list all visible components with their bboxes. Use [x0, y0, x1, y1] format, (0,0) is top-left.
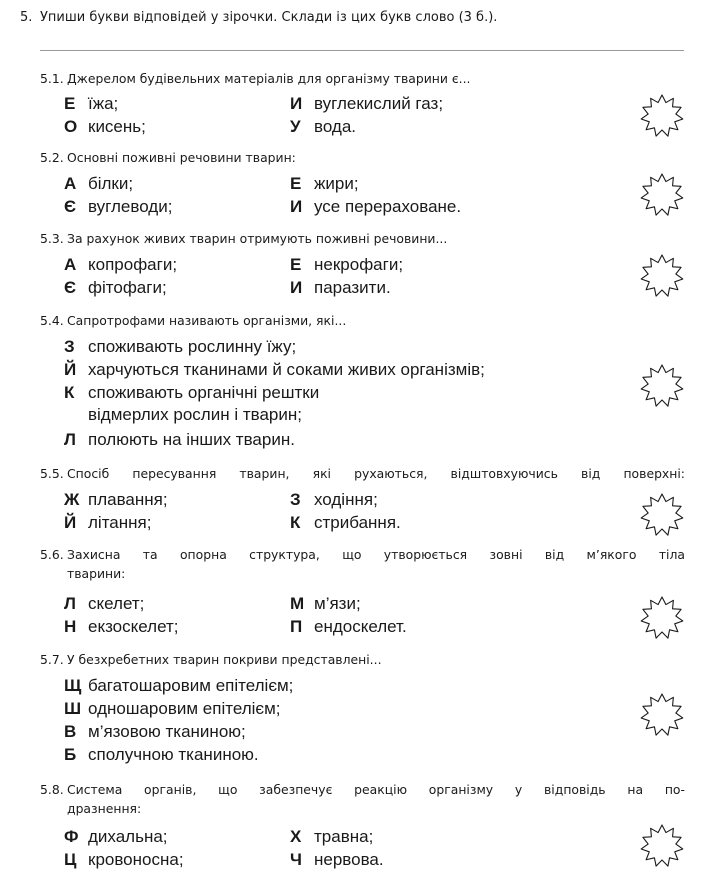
question-5-1 [40, 69, 688, 88]
answer-letter: О [64, 117, 78, 136]
answer-text: некрофаги; [314, 255, 404, 274]
question-5-3 [40, 229, 688, 248]
answer-option [64, 593, 144, 615]
question-text: Система органів, що забезпечує реакцію організму у відповідь на по- [67, 782, 685, 797]
answer-letter: Е [290, 174, 302, 193]
answer-text: вода. [314, 117, 357, 136]
answer-text: плавання; [88, 490, 168, 509]
question-text: За рахунок живих тварин отримують поживні речовини... [67, 231, 448, 246]
question-5-8 [40, 780, 688, 818]
answer-option [64, 826, 168, 848]
answer-letter: М [290, 594, 305, 613]
answer-text: усе перераховане. [314, 197, 462, 216]
question-5-7 [40, 650, 688, 669]
answer-letter: Е [290, 255, 302, 274]
answer-text: м’язовою тканиною; [88, 722, 246, 741]
answer-option [290, 826, 373, 848]
answer-letter: Ш [64, 699, 82, 718]
question-text-continued: дразнення: [67, 801, 142, 816]
answer-letter: К [290, 513, 301, 532]
answer-letter: А [64, 255, 77, 274]
question-5-4 [40, 311, 688, 330]
question-number: 5.8. [40, 782, 64, 797]
answer-option [64, 616, 178, 638]
answer-option [64, 744, 259, 766]
answer-text: травна; [314, 827, 374, 846]
answer-option [290, 512, 401, 534]
answer-star-box[interactable] [638, 594, 686, 642]
answer-text: стрибання. [314, 513, 401, 532]
answer-option [64, 336, 296, 358]
question-text: У безхребетних тварин покриви представлені... [67, 652, 382, 667]
answer-star-box[interactable] [638, 691, 686, 739]
answer-text: нервова. [314, 850, 384, 869]
answer-text: копрофаги; [88, 255, 178, 274]
answer-text: вуглекислий газ; [314, 94, 444, 113]
answer-letter: Ц [64, 850, 77, 869]
answer-option [64, 196, 172, 218]
answer-star-box[interactable] [638, 171, 686, 219]
answer-letter: Ч [290, 850, 302, 869]
answer-text: дихальна; [88, 827, 168, 846]
answer-option [64, 382, 319, 426]
answer-text: кисень; [88, 117, 146, 136]
answer-option [290, 93, 443, 115]
answer-text: харчуються тканинами й соками живих організмів; [88, 360, 485, 379]
answer-text: одношаровим епітелієм; [88, 699, 281, 718]
answer-star-box[interactable] [638, 92, 686, 140]
answer-letter: И [290, 278, 303, 297]
answer-option [290, 489, 378, 511]
answer-letter: Ф [64, 827, 79, 846]
answer-text: полюють на інших тварин. [88, 430, 295, 449]
star-shape [638, 171, 686, 219]
star-shape [638, 92, 686, 140]
answer-option [290, 593, 361, 615]
answer-text: вуглеводи; [88, 197, 173, 216]
answer-letter: Щ [64, 676, 82, 695]
answer-letter: К [64, 383, 75, 402]
answer-option [290, 849, 384, 871]
question-5-2 [40, 148, 688, 167]
answer-option [64, 359, 485, 381]
answer-option [64, 277, 167, 299]
answer-option [64, 512, 151, 534]
answer-letter: Л [64, 594, 76, 613]
star-shape [638, 491, 686, 539]
answer-option [64, 116, 146, 138]
answer-star-box[interactable] [638, 252, 686, 300]
question-text: Захисна та опорна структура, що утворюється зовні від м’якого тіла [67, 547, 685, 562]
answer-option [290, 277, 391, 299]
answer-letter: Є [64, 197, 77, 216]
question-5-6 [40, 545, 688, 583]
answer-option [64, 849, 184, 871]
answer-option [64, 173, 133, 195]
answer-letter: Є [64, 278, 77, 297]
answer-text: споживають рослинну їжу; [88, 337, 297, 356]
answer-text: м’язи; [314, 594, 361, 613]
star-shape [638, 594, 686, 642]
question-text: Джерелом будівельних матеріалів для організму тварини є... [67, 71, 471, 86]
question-text: Сапротрофами називають організми, які... [67, 313, 347, 328]
question-number: 5.3. [40, 231, 64, 246]
answer-letter: З [64, 337, 75, 356]
answer-letter: В [64, 722, 77, 741]
answer-letter: Л [64, 430, 76, 449]
answer-option [64, 429, 295, 451]
question-number: 5.4. [40, 313, 64, 328]
answer-option [64, 675, 293, 697]
answer-text: білки; [88, 174, 134, 193]
question-text-continued: тварини: [67, 566, 126, 581]
answer-text: жири; [314, 174, 359, 193]
answer-text: багатошаровим епітелієм; [88, 676, 294, 695]
answer-option [64, 721, 246, 743]
answer-text: скелет; [88, 594, 145, 613]
star-shape [638, 822, 686, 870]
question-number: 5.1. [40, 71, 64, 86]
question-number: 5.5. [40, 466, 64, 481]
question-text: Спосіб пересування тварин, які рухаються, відштовхуючись від поверхні: [67, 466, 685, 481]
answer-star-box[interactable] [638, 491, 686, 539]
answer-letter: Н [64, 617, 77, 636]
question-number: 5.7. [40, 652, 64, 667]
divider [40, 50, 684, 51]
answer-option [290, 196, 461, 218]
answer-option [64, 489, 168, 511]
task-title [20, 10, 497, 25]
answer-option [64, 254, 177, 276]
answer-text: екзоскелет; [88, 617, 179, 636]
answer-text: кровоносна; [88, 850, 184, 869]
star-shape [638, 362, 686, 410]
question-text: Основні поживні речовини тварин: [67, 150, 296, 165]
answer-option [290, 254, 403, 276]
answer-option [290, 616, 407, 638]
task-number: 5. [20, 10, 33, 25]
star-shape [638, 252, 686, 300]
answer-option [290, 173, 359, 195]
answer-option [64, 93, 118, 115]
answer-letter: Ж [64, 490, 80, 509]
answer-star-box[interactable] [638, 362, 686, 410]
question-number: 5.6. [40, 547, 64, 562]
answer-letter: У [290, 117, 301, 136]
star-shape [638, 691, 686, 739]
answer-letter: И [290, 94, 303, 113]
answer-text-continued: відмерлих рослин і тварин; [88, 405, 302, 424]
answer-text: літання; [88, 513, 152, 532]
question-5-5 [40, 464, 688, 483]
answer-letter: Е [64, 94, 76, 113]
answer-letter: Х [290, 827, 302, 846]
answer-text: ендоскелет. [314, 617, 407, 636]
answer-text: сполучною тканиною. [88, 745, 259, 764]
task-text: Упиши букви відповідей у зірочки. Склади із цих букв слово (3 б.). [40, 10, 498, 25]
answer-text: споживають органічні рештки [88, 383, 320, 402]
answer-text: паразити. [314, 278, 391, 297]
answer-letter: З [290, 490, 301, 509]
answer-letter: Й [64, 360, 77, 379]
answer-option [290, 116, 356, 138]
question-number: 5.2. [40, 150, 64, 165]
answer-letter: Б [64, 745, 77, 764]
answer-letter: А [64, 174, 77, 193]
answer-text: ходіння; [314, 490, 378, 509]
answer-option [64, 698, 281, 720]
answer-text: фітофаги; [88, 278, 167, 297]
answer-text: їжа; [88, 94, 119, 113]
answer-star-box[interactable] [638, 822, 686, 870]
answer-letter: И [290, 197, 303, 216]
answer-letter: П [290, 617, 303, 636]
answer-letter: Й [64, 513, 77, 532]
